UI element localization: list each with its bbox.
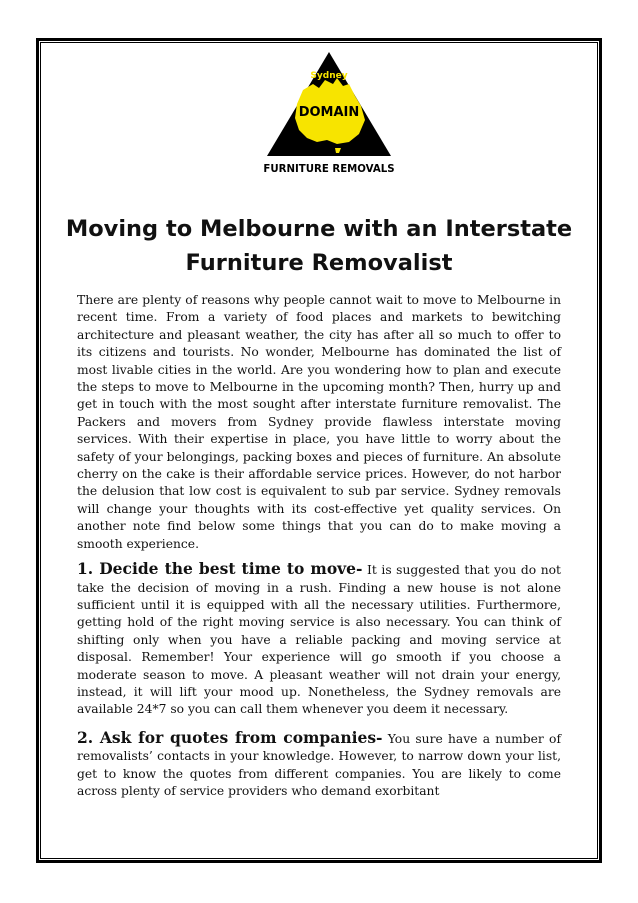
intro-paragraph: There are plenty of reasons why people cannot wait to move to Melbourne in recent time. From a variety of food places and markets to bewitching architecture and pleasant weather, the city has after all so much to offer to its citizens and tourists. No wonder, Melbourne has dominated the list of most livable cities in the world. Are you wondering how to plan and execute the steps to move to Melbourne in the upcoming month? Then, hurry up and get in touch with the most sought after interstate furniture removalist. The Packers and movers from Sydney provide flawless interstate moving services. With their expertise in place, you have little to worry about the safety of your belongings, packing boxes and pieces of furniture. An absolute cherry on the cake is their affordable service prices. However, do not harbor the delusion that low cost is equivalent to sub par service. Sydney removals will change your thoughts with its cost-effective yet quality services. On another note find below some things that you can do to make moving a smooth experience.: [77, 293, 561, 551]
section-1-paragraph: [77, 560, 561, 719]
company-logo: [261, 50, 397, 178]
section-2-paragraph: [77, 729, 561, 801]
document-body: [77, 292, 561, 800]
svg-text:FURNITURE REMOVALS: FURNITURE REMOVALS: [263, 164, 395, 175]
section-1-text: It is suggested that you do not take the decision of moving in a rush. Finding a new house is not alone sufficient until it is equipped with all the necessary utilities. Furthermore, getting hold of the right moving service is also necessary. You can think of shifting only when you have a reliable packing and moving service at disposal. Remember! Your experience will go smooth if you choose a moderate season to move. A pleasant weather will not drain your energy, instead, it will lift your mood up. Nonetheless, the Sydney removals are available 24*7 so you can call them whenever you deem it necessary.: [77, 563, 561, 717]
page-title: Moving to Melbourne with an Interstate Furniture Removalist: [65, 216, 573, 276]
section-1-heading: 1. Decide the best time to move-: [77, 559, 363, 579]
section-2-text: You sure have a number of removalists’ contacts in your knowledge. However, to narrow down your list, get to know the quotes from different companies. You are likely to come across plenty of service providers who demand exorbitant: [77, 731, 561, 798]
section-2-heading: 2. Ask for quotes from companies-: [77, 727, 383, 747]
svg-text:Sydney: Sydney: [310, 71, 348, 81]
svg-text:DOMAIN: DOMAIN: [298, 105, 360, 120]
